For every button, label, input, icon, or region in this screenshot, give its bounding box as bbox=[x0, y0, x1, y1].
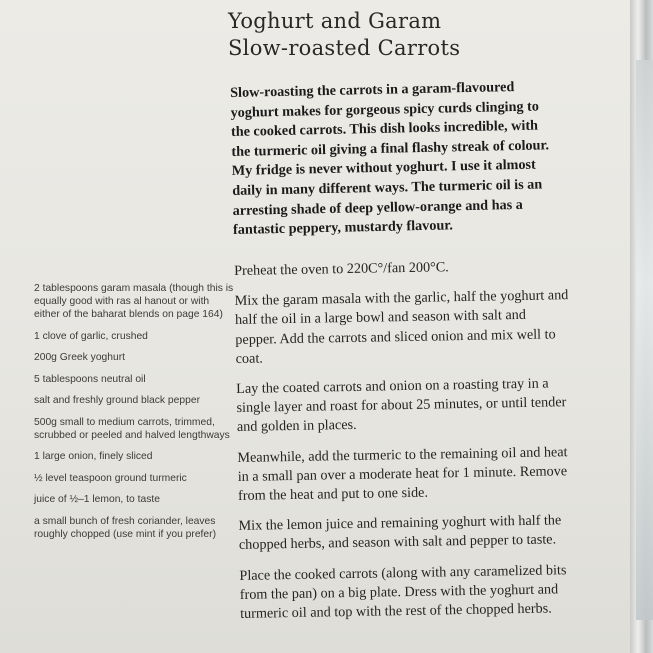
method-step: Place the cooked carrots (along with any caramelized bits from the pan) on a big plate. Dress with the yoghurt and turmeric oil and top with the rest of the chopped herbs. bbox=[239, 561, 567, 622]
ingredient-item: 1 large onion, finely sliced bbox=[34, 451, 153, 462]
ingredient-item: 1 clove of garlic, crushed bbox=[34, 330, 148, 342]
method-step: Mix the lemon juice and remaining yoghurt with half the chopped herbs, and season with salt and pepper to taste. bbox=[238, 512, 562, 554]
method-step: Lay the coated carrots and onion on a roasting tray in a single layer and roast for about 25 minutes, or until tender and golden in places. bbox=[236, 375, 567, 436]
title-line-1: Yoghurt and Garam bbox=[228, 9, 442, 33]
ingredient-item: 200g Greek yoghurt bbox=[34, 352, 126, 363]
ingredient-item: juice of ½–1 lemon, to taste bbox=[34, 494, 160, 505]
method-step: Meanwhile, add the turmeric to the remaining oil and heat in a small pan over a moderate heat for 1 minute. Remove from the heat and put to one side. bbox=[237, 443, 568, 504]
recipe-intro: Slow-roasting the carrots in a garam-flavoured yoghurt makes for gorgeous spicy curds clinging to the cooked carrots. This dish looks incredible, with the turmeric oil giving a final flashy streak of colour. My fridge is never without yoghurt. I use it almost daily in many different ways. The turmeric oil is an arresting shade of deep yellow-orange and has a fantastic peppery, mustardy flavour. bbox=[230, 79, 550, 239]
ingredient-item: ½ level teaspoon ground turmeric bbox=[34, 472, 187, 484]
method-step: Mix the garam masala with the garlic, half the yoghurt and half the oil in a large bowl and season with salt and pepper. Add the carrots and sliced onion and mix well to coat. bbox=[234, 287, 569, 367]
title-line-2: Slow-roasted Carrots bbox=[228, 36, 461, 60]
ingredient-item: 5 tablespoons neutral oil bbox=[34, 373, 146, 385]
background-strip bbox=[636, 60, 653, 620]
ingredients-list bbox=[34, 282, 234, 549]
ingredient-item: salt and freshly ground black pepper bbox=[34, 395, 200, 406]
ingredient-item: a small bunch of fresh coriander, leaves roughly chopped (use mint if you prefer) bbox=[34, 515, 217, 540]
method-steps bbox=[234, 256, 575, 635]
ingredient-item: 500g small to medium carrots, trimmed, scrubbed or peeled and halved lengthways bbox=[34, 416, 230, 441]
ingredient-item: 2 tablespoons garam masala (though this is equally good with ras al hanout or with either of the baharat blends on page 164) bbox=[34, 283, 234, 320]
recipe-title bbox=[228, 8, 568, 62]
method-step: Preheat the oven to 220C°/fan 200°C. bbox=[234, 259, 449, 279]
